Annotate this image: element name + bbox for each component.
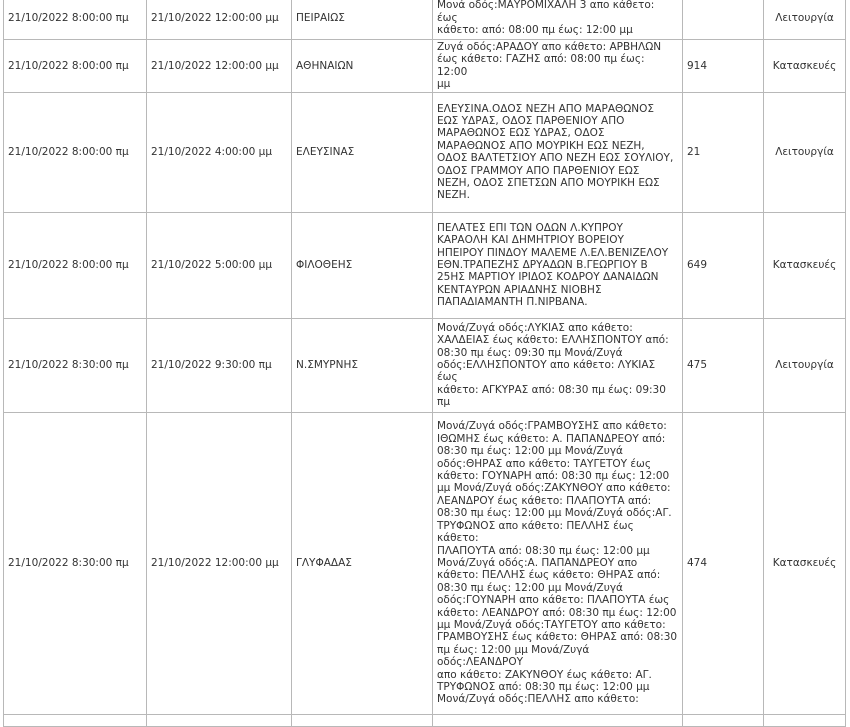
outage-status: Λειτουργία bbox=[775, 11, 834, 24]
outage-description: Μονά/Ζυγά οδός:ΛΥΚΙΑΣ απο κάθετο: ΧΑΛΔΕΙΑΣ έως κάθετο: ΕΛΛΗΣΠΟΝΤΟΥ από: 08:30 πμ έως: 09:30 πμ Μονά/Ζυγά οδός:ΕΛΛΗΣΠΟΝΤΟΥ απο κάθετο: ΛΥΚΙΑΣ έως κάθετο: ΑΓΚΥΡΑΣ από: 08:30 πμ έως: 09:30 πμ bbox=[437, 321, 669, 409]
table-row bbox=[4, 714, 846, 726]
outage-number: 649 bbox=[687, 258, 708, 271]
outage-number: 21 bbox=[687, 145, 701, 158]
outage-status: Κατασκευές bbox=[772, 258, 837, 271]
description-cell bbox=[433, 212, 683, 318]
status-cell bbox=[764, 714, 846, 726]
start-time-cell bbox=[4, 0, 147, 40]
start-time: 21/10/2022 8:00:00 πμ bbox=[8, 11, 129, 24]
area-name: ΑΘΗΝΑΙΩΝ bbox=[296, 59, 354, 72]
start-time: 21/10/2022 8:00:00 πμ bbox=[8, 258, 129, 271]
area-name: ΕΛΕΥΣΙΝΑΣ bbox=[296, 145, 355, 158]
start-time-cell bbox=[4, 40, 147, 93]
description-cell bbox=[433, 412, 683, 714]
description-cell bbox=[433, 40, 683, 93]
area-name: Ν.ΣΜΥΡΝΗΣ bbox=[296, 358, 359, 371]
area-name: ΦΙΛΟΘΕΗΣ bbox=[296, 258, 353, 271]
start-time: 21/10/2022 8:30:00 πμ bbox=[8, 556, 129, 569]
start-time: 21/10/2022 8:00:00 πμ bbox=[8, 59, 129, 72]
start-time-cell bbox=[4, 714, 147, 726]
start-time-cell bbox=[4, 318, 147, 412]
table-row bbox=[4, 40, 846, 93]
end-time: 21/10/2022 12:00:00 μμ bbox=[151, 11, 279, 24]
outage-number: 474 bbox=[687, 556, 708, 569]
outage-status: Λειτουργία bbox=[775, 358, 834, 371]
outage-number: 475 bbox=[687, 358, 708, 371]
description-cell bbox=[433, 92, 683, 212]
area-cell bbox=[292, 412, 433, 714]
start-time: 21/10/2022 8:30:00 πμ bbox=[8, 358, 129, 371]
number-cell bbox=[683, 318, 764, 412]
number-cell bbox=[683, 40, 764, 93]
end-time-cell bbox=[147, 714, 292, 726]
table-row bbox=[4, 412, 846, 714]
outage-number: 914 bbox=[687, 59, 708, 72]
end-time-cell bbox=[147, 40, 292, 93]
end-time-cell bbox=[147, 92, 292, 212]
table-row bbox=[4, 212, 846, 318]
status-cell bbox=[764, 212, 846, 318]
end-time: 21/10/2022 12:00:00 μμ bbox=[151, 59, 279, 72]
outage-description: Μονά/Ζυγά οδός:ΓΡΑΜΒΟΥΣΗΣ απο κάθετο: ΙΘΩΜΗΣ έως κάθετο: Α. ΠΑΠΑΝΔΡΕΟΥ από: 08:30 πμ έως: 12:00 μμ Μονά/Ζυγά οδός:ΘΗΡΑΣ απο κάθετο: ΤΑΥΓΕΤΟΥ έως κάθετο: ΓΟΥΝΑΡΗ από: 08:30 πμ έως: 12:00 μμ Μονά/Ζυγά οδός:ΖΑΚΥΝΘΟΥ απο κάθετο: ΛΕΑΝΔΡΟΥ έως κάθετο: ΠΛΑΠΟΥΤΑ από: 08:30 πμ έως: 12:00 μμ Μονά/Ζυγά οδός:ΑΓ. ΤΡΥΦΩΝΟΣ απο κάθετο: ΠΕΛΛΗΣ έως κάθετο: ΠΛΑΠΟΥΤΑ από: 08:30 πμ έως: 12:00 μμ Μονά/Ζυγά οδός:Α. ΠΑΠΑΝΔΡΕΟΥ απο κάθετο: ΠΕΛΛΗΣ έως κάθετο: ΘΗΡΑΣ από: 08:30 πμ έως: 12:00 μμ Μονά/Ζυγά οδός:ΓΟΥΝΑΡΗ απο κάθετο: ΠΛΑΠΟΥΤΑ έως κάθετο: ΛΕΑΝΔΡΟΥ από: 08:30 πμ έως: 12:00 μμ Μονά/Ζυγά οδός:ΤΑΥΓΕΤΟΥ απο κάθετο: ΓΡΑΜΒΟΥΣΗΣ έως κάθετο: ΘΗΡΑΣ από: 08:30 πμ έως: 12:00 μμ Μονά/Ζυγά οδός:ΛΕΑΝΔΡΟΥ απο κάθετο: ΖΑΚΥΝΘΟΥ έως κάθετο: ΑΓ. ΤΡΥΦΩΝΟΣ από: 08:30 πμ έως: 12:00 μμ Μονά/Ζυγά οδός:ΠΕΛΛΗΣ απο κάθετο: bbox=[437, 420, 678, 706]
outage-description: ΠΕΛΑΤΕΣ ΕΠΙ ΤΩΝ ΟΔΩΝ Λ.ΚΥΠΡΟΥ ΚΑΡΑΟΛΗ ΚΑΙ ΔΗΜΗΤΡΙΟΥ ΒΟΡΕΙΟΥ ΗΠΕΙΡΟΥ ΠΙΝΔΟΥ ΜΑΛΕΜΕ Λ.ΕΛ.ΒΕΝΙΖΕΛΟΥ ΕΘΝ.ΤΡΑΠΕΖΗΣ ΔΡΥΑΔΩΝ Β.ΓΕΩΡΓΙΟΥ Β 25ΗΣ ΜΑΡΤΙΟΥ ΙΡΙΔΟΣ ΚΟΔΡΟΥ ΔΑΝΑΙΔΩΝ ΚΕΝΤΑΥΡΩΝ ΑΡΙΑΔΝΗΣ ΝΙΟΒΗΣ ΠΑΠΑΔΙΑΜΑΝΤΗ Π.ΝΙΡΒΑΝΑ. bbox=[437, 221, 669, 309]
description-cell bbox=[433, 318, 683, 412]
area-name: ΓΛΥΦΑΔΑΣ bbox=[296, 556, 352, 569]
table-row bbox=[4, 92, 846, 212]
end-time: 21/10/2022 9:30:00 πμ bbox=[151, 358, 272, 371]
outage-description: Μονά οδός:ΜΑΥΡΟΜΙΧΑΛΗ 3 απο κάθετο: έως κάθετο: από: 08:00 πμ έως: 12:00 μμ bbox=[437, 0, 655, 37]
outage-status: Λειτουργία bbox=[775, 145, 834, 158]
area-cell bbox=[292, 318, 433, 412]
area-cell bbox=[292, 40, 433, 93]
number-cell bbox=[683, 714, 764, 726]
number-cell bbox=[683, 92, 764, 212]
description-cell bbox=[433, 0, 683, 40]
area-cell bbox=[292, 212, 433, 318]
start-time-cell bbox=[4, 212, 147, 318]
start-time-cell bbox=[4, 92, 147, 212]
start-time-cell bbox=[4, 412, 147, 714]
description-cell bbox=[433, 714, 683, 726]
number-cell bbox=[683, 0, 764, 40]
status-cell bbox=[764, 0, 846, 40]
end-time: 21/10/2022 5:00:00 μμ bbox=[151, 258, 273, 271]
number-cell bbox=[683, 412, 764, 714]
start-time: 21/10/2022 8:00:00 πμ bbox=[8, 145, 129, 158]
outage-status: Κατασκευές bbox=[772, 59, 837, 72]
status-cell bbox=[764, 40, 846, 93]
outage-status: Κατασκευές bbox=[772, 556, 837, 569]
outage-description: ΕΛΕΥΣΙΝΑ.ΟΔΟΣ ΝΕΖΗ ΑΠΟ ΜΑΡΑΘΩΝΟΣ ΕΩΣ ΥΔΡΑΣ, ΟΔΟΣ ΠΑΡΘΕΝΙΟΥ ΑΠΟ ΜΑΡΑΘΩΝΟΣ ΕΩΣ ΥΔΡΑΣ, ΟΔΟΣ ΜΑΡΑΘΩΝΟΣ ΑΠΟ ΜΟΥΡΙΚΗ ΕΩΣ ΝΕΖΗ, ΟΔΟΣ ΒΑΛΤΕΤΣΙΟΥ ΑΠΟ ΝΕΖΗ ΕΩΣ ΣΟΥΛΙΟΥ, ΟΔΟΣ ΓΡΑΜΜΟΥ ΑΠΟ ΠΑΡΘΕΝΙΟΥ ΕΩΣ ΝΕΖΗ, ΟΔΟΣ ΣΠΕΤΣΩΝ ΑΠΟ ΜΟΥΡΙΚΗ ΕΩΣ ΝΕΖΗ. bbox=[437, 102, 674, 202]
area-cell bbox=[292, 92, 433, 212]
area-cell bbox=[292, 0, 433, 40]
area-cell bbox=[292, 714, 433, 726]
end-time: 21/10/2022 12:00:00 μμ bbox=[151, 556, 279, 569]
outage-description: Ζυγά οδός:ΑΡΑΔΟΥ απο κάθετο: ΑΡΒΗΛΩΝ έως κάθετο: ΓΑΖΗΣ από: 08:00 πμ έως: 12:00 μμ bbox=[437, 41, 662, 91]
area-name: ΠΕΙΡΑΙΩΣ bbox=[296, 11, 345, 24]
end-time-cell bbox=[147, 0, 292, 40]
table-row bbox=[4, 318, 846, 412]
status-cell bbox=[764, 92, 846, 212]
status-cell bbox=[764, 412, 846, 714]
status-cell bbox=[764, 318, 846, 412]
number-cell bbox=[683, 212, 764, 318]
end-time-cell bbox=[147, 212, 292, 318]
end-time-cell bbox=[147, 412, 292, 714]
end-time: 21/10/2022 4:00:00 μμ bbox=[151, 145, 273, 158]
outages-table bbox=[3, 0, 846, 727]
end-time-cell bbox=[147, 318, 292, 412]
table-row bbox=[4, 0, 846, 40]
